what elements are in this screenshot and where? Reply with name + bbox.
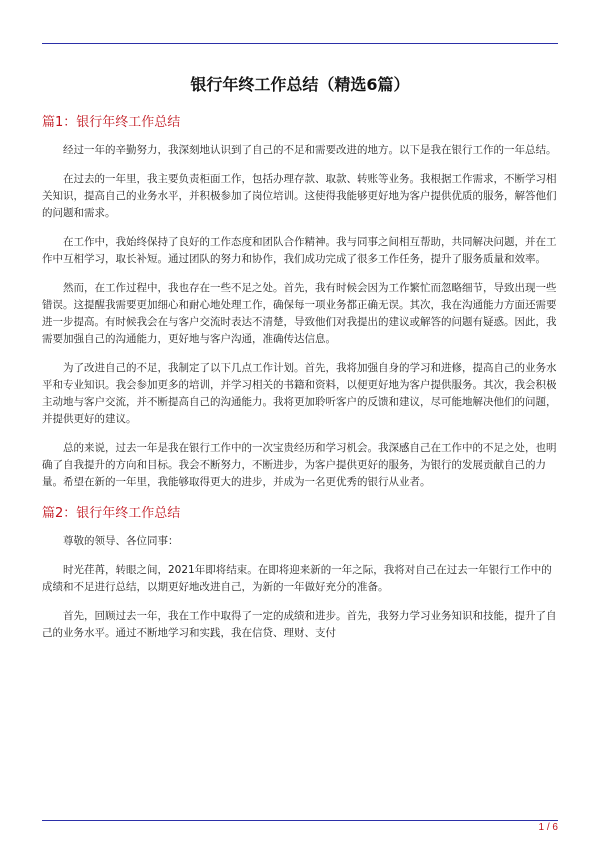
paragraph: 然而，在工作过程中，我也存在一些不足之处。首先，我有时候会因为工作繁忙而忽略细节，导致出现一些错误。这提醒我需要更加细心和耐心地处理工作，确保每一项业务都正确无误。其次，我在沟通能力方面还需要进一步提高。有时候我会在与客户交流时表达不清楚，导致他们对我提出的建议或解答的问题有疑惑。因此，我需要加强自己的沟通能力，更好地与客户沟通，准确传达信息。 [42, 282, 557, 345]
paragraph: 在过去的一年里，我主要负责柜面工作，包括办理存款、取款、转账等业务。我根据工作需求，不断学习相关知识，提高自己的业务水平，并积极参加了岗位培训。这使得我能够更好地为客户提供优质的服务，解答他们的问题和需求。 [42, 173, 557, 219]
section-heading: 篇1：银行年终工作总结 [42, 115, 181, 130]
paragraph: 时光荏苒，转眼之间，2021年即将结束。在即将迎来新的一年之际，我将对自己在过去一年银行工作中的成绩和不足进行总结，以期更好地改进自己，为新的一年做好充分的准备。 [42, 564, 552, 593]
paragraph: 为了改进自己的不足，我制定了以下几点工作计划。首先，我将加强自身的学习和进修，提高自己的业务水平和专业知识。我会参加更多的培训，并学习相关的书籍和资料，以便更好地为客户提供服务。其次，我会积极主动地与客户交流，并不断提高自己的沟通能力。我将更加聆听客户的反馈和建议，尽可能地解决他们的问题，并提供更好的建议。 [42, 362, 557, 425]
section-1 [42, 112, 558, 491]
paragraph: 首先，回顾过去一年，我在工作中取得了一定的成绩和进步。首先，我努力学习业务知识和技能，提升了自己的业务水平。通过不断地学习和实践，我在信贷、理财、支付 [42, 610, 557, 639]
paragraph: 尊敬的领导、各位同事： [63, 535, 179, 547]
paragraph: 在工作中，我始终保持了良好的工作态度和团队合作精神。我与同事之间相互帮助，共同解决问题，并在工作中互相学习，取长补短。通过团队的努力和协作，我们成功完成了很多工作任务，提升了服务质量和效率。 [42, 236, 557, 265]
paragraph: 经过一年的辛勤努力，我深刻地认识到了自己的不足和需要改进的地方。以下是我在银行工作的一年总结。 [63, 144, 557, 156]
paragraph: 总的来说，过去一年是我在银行工作中的一次宝贵经历和学习机会。我深感自己在工作中的不足之处，也明确了自我提升的方向和目标。我会不断努力，不断进步，为客户提供更好的服务，为银行的发展贡献自己的力量。希望在新的一年里，我能够取得更大的进步，并成为一名更优秀的银行从业者。 [42, 442, 557, 488]
page-indicator: 1 / 6 [538, 822, 558, 833]
section-2 [42, 503, 558, 642]
footer-rule [42, 820, 558, 821]
document-body [42, 72, 558, 654]
section-heading: 篇2：银行年终工作总结 [42, 506, 181, 521]
document-title: 银行年终工作总结（精选6篇） [190, 75, 410, 94]
header-rule [42, 43, 558, 44]
